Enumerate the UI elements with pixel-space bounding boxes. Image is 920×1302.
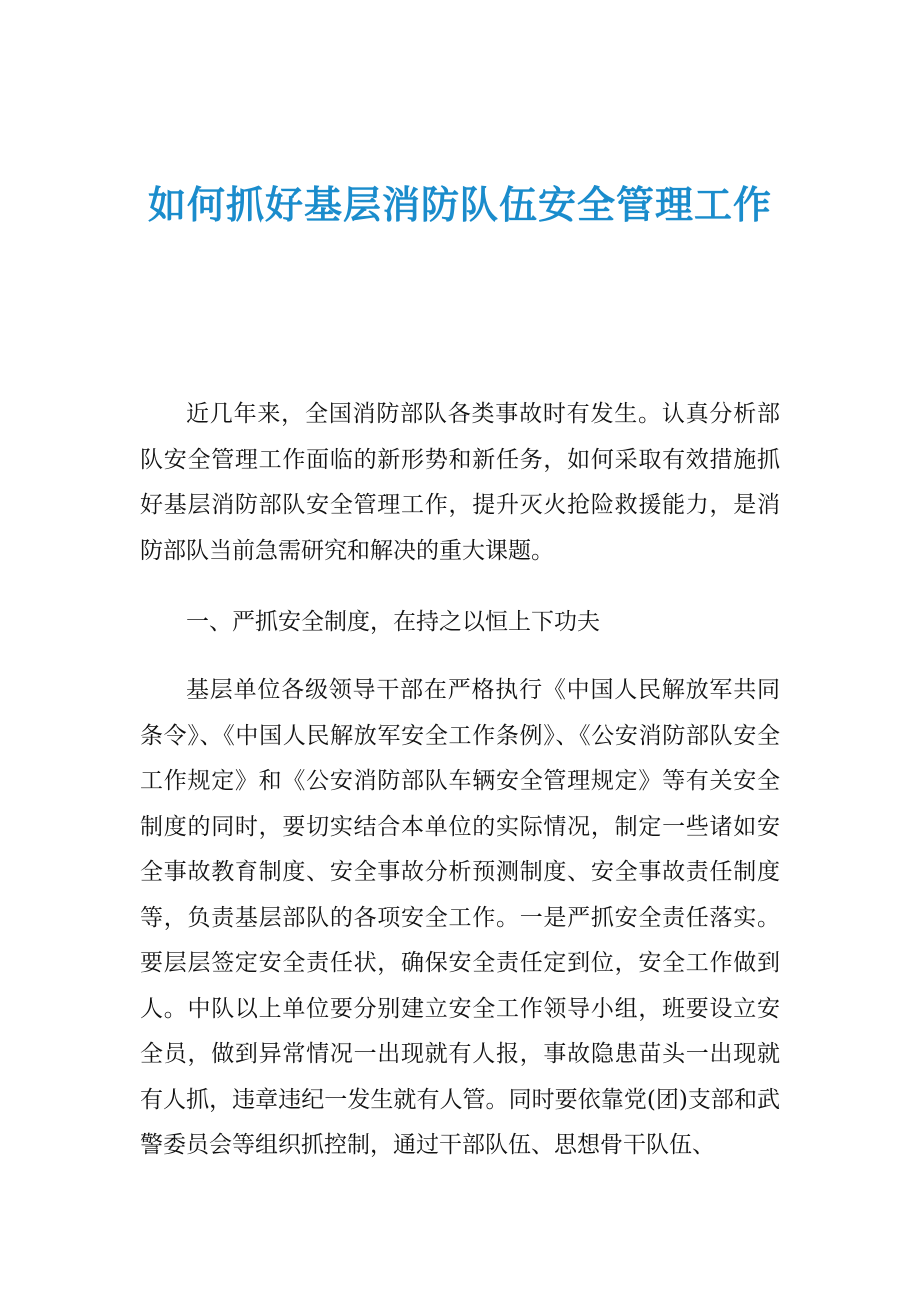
section-heading-1: 一、严抓安全制度，在持之以恒上下功夫 xyxy=(186,609,600,635)
document-title: 如何抓好基层消防队伍安全管理工作 xyxy=(147,183,772,227)
intro-paragraph: 近几年来，全国消防部队各类事故时有发生。认真分析部队安全管理工作面临的新形势和新任务，如何采取有效措施抓好基层消防部队安全管理工作，提升灭火抢险救援能力，是消防部队当前急需研究和解决的重大课题。 xyxy=(140,401,780,564)
section-1-paragraph: 基层单位各级领导干部在严格执行《中国人民解放军共同条令》、《中国人民解放军安全工作条例》、《公安消防部队安全工作规定》和《公安消防部队车辆安全管理规定》等有关安全制度的同时，要切实结合本单位的实际情况，制定一些诸如安全事故教育制度、安全事故分析预测制度、安全事故责任制度等，负责基层部队的各项安全工作。一是严抓安全责任落实。要层层签定安全责任状，确保安全责任定到位，安全工作做到人。中队以上单位要分别建立安全工作领导小组，班要设立安全员，做到异常情况一出现就有人报，事故隐患苗头一出现就有人抓，违章违纪一发生就有人管。同时要依靠党(团)支部和武警委员会等组织抓控制，通过干部队伍、思想骨干队伍、 xyxy=(140,677,780,1158)
